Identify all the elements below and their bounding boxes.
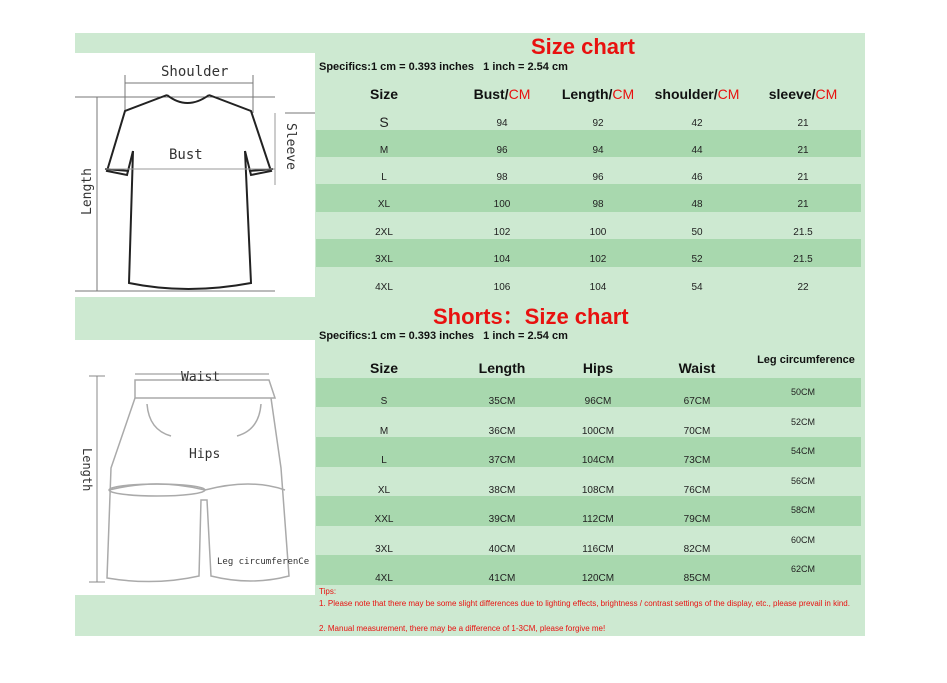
table-cell: 3XL — [375, 254, 393, 265]
table-cell: 4XL — [375, 573, 393, 584]
tips-line-1: 1. Please note that there may be some slight differences due to lighting effects, brightness / contrast settings of the display, etc., please prevail in kind. — [319, 599, 850, 608]
table-cell: 96 — [496, 145, 508, 156]
table-cell: 100CM — [581, 426, 615, 437]
table-cell: 94 — [592, 145, 604, 156]
table-cell: S — [379, 114, 389, 130]
table-cell: 52 — [691, 254, 703, 265]
table-row — [316, 526, 861, 555]
table-cell: 22 — [797, 282, 809, 293]
tshirt-illustration — [75, 53, 315, 297]
table-cell: 60CM — [790, 535, 816, 545]
shorts-header-hips: Hips — [582, 360, 614, 376]
table-cell: 98 — [592, 199, 604, 210]
header-bust: Bust/CM — [473, 86, 531, 102]
shorts-specifics: Specifics:1 cm = 0.393 inches 1 inch = 2.54 cm — [319, 330, 568, 342]
table-cell: 40CM — [488, 544, 516, 555]
table-cell: 48 — [691, 199, 703, 210]
header-sleeve: sleeve/CM — [768, 86, 838, 102]
table-cell: 76CM — [683, 485, 711, 496]
table-cell: 100 — [589, 227, 607, 238]
table-cell: 67CM — [683, 396, 711, 407]
table-cell: 50CM — [790, 387, 816, 397]
table-cell: 38CM — [488, 485, 516, 496]
table-row — [316, 555, 861, 585]
tips-line-2: 2. Manual measurement, there may be a difference of 1-3CM, please forgive me! — [319, 624, 606, 633]
shorts-illustration — [75, 340, 315, 595]
table-cell: 96CM — [584, 396, 612, 407]
table-cell: M — [379, 145, 389, 156]
table-row — [316, 275, 861, 302]
table-cell: 42 — [691, 118, 703, 129]
table-cell: 46 — [691, 172, 703, 183]
table-cell: 35CM — [488, 396, 516, 407]
table-cell: 2XL — [375, 227, 393, 238]
leg-circumference-label: Leg circumferenCe — [217, 557, 310, 567]
table-cell: 4XL — [375, 282, 393, 293]
table-cell: 108CM — [581, 485, 615, 496]
table-cell: 73CM — [683, 455, 711, 466]
table-cell: 3XL — [375, 544, 393, 555]
size-chart-title: Size chart — [531, 34, 635, 59]
table-cell: XXL — [374, 514, 394, 525]
table-cell: 70CM — [683, 426, 711, 437]
table-cell: 54CM — [790, 446, 816, 456]
table-cell: 41CM — [488, 573, 516, 584]
table-cell: 104CM — [581, 455, 615, 466]
table-row — [316, 467, 861, 496]
table-row — [316, 378, 861, 407]
sleeve-label: Sleeve — [283, 123, 298, 170]
table-row — [316, 239, 861, 267]
table-cell: 94 — [496, 118, 508, 129]
shorts-header-length: Length — [478, 360, 526, 376]
table-cell: XL — [377, 485, 391, 496]
table-cell: L — [381, 455, 387, 466]
table-cell: 21 — [797, 145, 809, 156]
table-cell: 58CM — [790, 505, 816, 515]
top-specifics: Specifics:1 cm = 0.393 inches 1 inch = 2.54 cm — [319, 61, 568, 73]
table-cell: 92 — [592, 118, 604, 129]
table-cell: M — [379, 426, 389, 437]
tshirt-diagram — [75, 53, 315, 297]
table-cell: 62CM — [790, 564, 816, 574]
shorts-header-size: Size — [369, 360, 399, 376]
tips-heading: Tips: — [319, 587, 337, 596]
table-cell: 39CM — [488, 514, 516, 525]
table-cell: 79CM — [683, 514, 711, 525]
shorts-header-leg: Leg circumference — [757, 354, 855, 366]
length-label: Length — [80, 168, 95, 215]
table-cell: 85CM — [683, 573, 711, 584]
table-cell: 21 — [797, 172, 809, 183]
table-cell: 112CM — [582, 514, 614, 525]
waist-label: Waist — [181, 370, 221, 385]
table-cell: 102 — [589, 254, 607, 265]
shorts-title: Shorts：Size chart — [433, 304, 629, 329]
table-cell: 116CM — [582, 544, 614, 555]
header-size: Size — [369, 86, 399, 102]
table-cell: 102 — [493, 227, 511, 238]
table-cell: 104 — [493, 254, 511, 265]
table-cell: L — [381, 172, 387, 183]
header-shoulder: shoulder/CM — [654, 86, 740, 102]
table-row — [316, 437, 861, 467]
table-cell: XL — [377, 199, 391, 210]
table-cell: 54 — [691, 282, 703, 293]
bust-label: Bust — [169, 147, 203, 163]
table-cell: 52CM — [790, 417, 816, 427]
table-cell: 120CM — [581, 573, 615, 584]
table-cell: 50 — [691, 227, 703, 238]
table-cell: 21 — [797, 199, 809, 210]
table-cell: 21 — [797, 118, 809, 129]
table-cell: 44 — [691, 145, 703, 156]
table-cell: 21.5 — [793, 227, 813, 238]
table-row — [316, 184, 861, 212]
table-cell: 82CM — [683, 544, 711, 555]
table-row — [316, 408, 861, 437]
shorts-header-waist: Waist — [678, 360, 716, 376]
table-cell: 36CM — [488, 426, 516, 437]
table-row — [316, 496, 861, 526]
table-cell: 104 — [589, 282, 607, 293]
table-cell: 100 — [493, 199, 511, 210]
table-cell: 37CM — [488, 455, 516, 466]
length-label: Length — [80, 448, 94, 492]
table-cell: 96 — [592, 172, 604, 183]
table-cell: S — [380, 396, 388, 407]
table-cell: 21.5 — [793, 254, 813, 265]
shorts-diagram — [75, 340, 315, 595]
hips-label: Hips — [189, 447, 221, 462]
table-cell: 98 — [496, 172, 508, 183]
shoulder-label: Shoulder — [161, 64, 229, 80]
table-cell: 106 — [493, 282, 511, 293]
table-cell: 56CM — [790, 476, 816, 486]
table-row — [316, 130, 861, 157]
header-length: Length/CM — [561, 86, 635, 102]
